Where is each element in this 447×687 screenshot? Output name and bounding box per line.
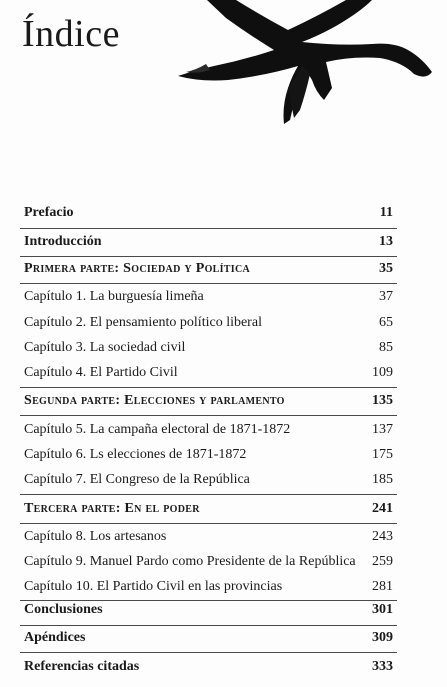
toc-part-label: Primera parte: Sociedad y Política [24,261,251,276]
toc-part-2[interactable] [24,389,393,413]
divider [20,228,397,229]
divider [20,523,397,524]
toc-entry-page: 135 [372,393,393,408]
toc-chapter-4[interactable] [24,361,393,385]
toc-entry-label: Capítulo 8. Los artesanos [24,529,167,544]
divider [20,283,397,284]
toc-chapter-7[interactable] [24,468,393,492]
divider [20,387,397,388]
page-title: Índice [22,13,120,55]
toc-chapter-6[interactable] [24,443,393,467]
toc-entry-page: 241 [372,501,393,516]
toc-entry-label: Capítulo 4. El Partido Civil [24,365,178,380]
toc-entry-page: 13 [379,234,393,249]
toc-entry-page: 65 [379,315,393,330]
toc-entry-page: 333 [372,659,393,674]
toc-chapter-3[interactable] [24,336,393,360]
toc-entry-prefacio[interactable] [24,201,393,225]
toc-entry-page: 137 [372,422,393,437]
toc-chapter-2[interactable] [24,311,393,335]
toc-entry-page: 37 [379,289,393,304]
toc-entry-label: Capítulo 9. Manuel Pardo como Presidente de la República [24,554,356,569]
toc-entry-label: Capítulo 6. Ls elecciones de 1871-1872 [24,447,247,462]
toc-entry-page: 11 [379,205,393,220]
toc-entry-page: 185 [372,472,393,487]
toc-entry-page: 85 [379,340,393,355]
toc-entry-introduccion[interactable] [24,230,393,254]
toc-entry-label: Apéndices [24,630,86,645]
toc-entry-label: Capítulo 1. La burguesía limeña [24,289,204,304]
toc-entry-label: Introducción [24,234,102,249]
toc-entry-apendices[interactable] [24,626,393,650]
toc-chapter-10[interactable] [24,575,393,599]
toc-entry-label: Capítulo 2. El pensamiento político liberal [24,315,262,330]
toc-part-label: Segunda parte: Elecciones y parlamento [24,393,285,408]
toc-entry-page: 243 [372,529,393,544]
toc-entry-page: 309 [372,630,393,645]
toc-entry-label: Capítulo 5. La campaña electoral de 1871-1872 [24,422,291,437]
toc-entry-conclusiones[interactable] [24,598,393,622]
toc-entry-label: Capítulo 7. El Congreso de la República [24,472,250,487]
toc-chapter-9[interactable] [24,550,393,574]
toc-entry-page: 281 [372,579,393,594]
toc-entry-referencias[interactable] [24,655,393,679]
divider [20,652,397,653]
toc-part-label: Tercera parte: En el poder [24,501,200,516]
toc-part-3[interactable] [24,497,393,521]
toc-entry-label: Referencias citadas [24,659,140,674]
toc-entry-label: Capítulo 3. La sociedad civil [24,340,186,355]
toc-chapter-1[interactable] [24,285,393,309]
toc-part-1[interactable] [24,257,393,281]
toc-entry-label: Capítulo 10. El Partido Civil en las provincias [24,579,283,594]
toc-entry-label: Prefacio [24,205,74,220]
toc-entry-page: 259 [372,554,393,569]
divider [20,415,397,416]
divider [20,494,397,495]
toc-entry-label: Conclusiones [24,602,103,617]
toc-chapter-8[interactable] [24,525,393,549]
toc-entry-page: 175 [372,447,393,462]
toc-entry-page: 301 [372,602,393,617]
toc-entry-page: 109 [372,365,393,380]
toc-entry-page: 35 [379,261,393,276]
toc-chapter-5[interactable] [24,418,393,442]
